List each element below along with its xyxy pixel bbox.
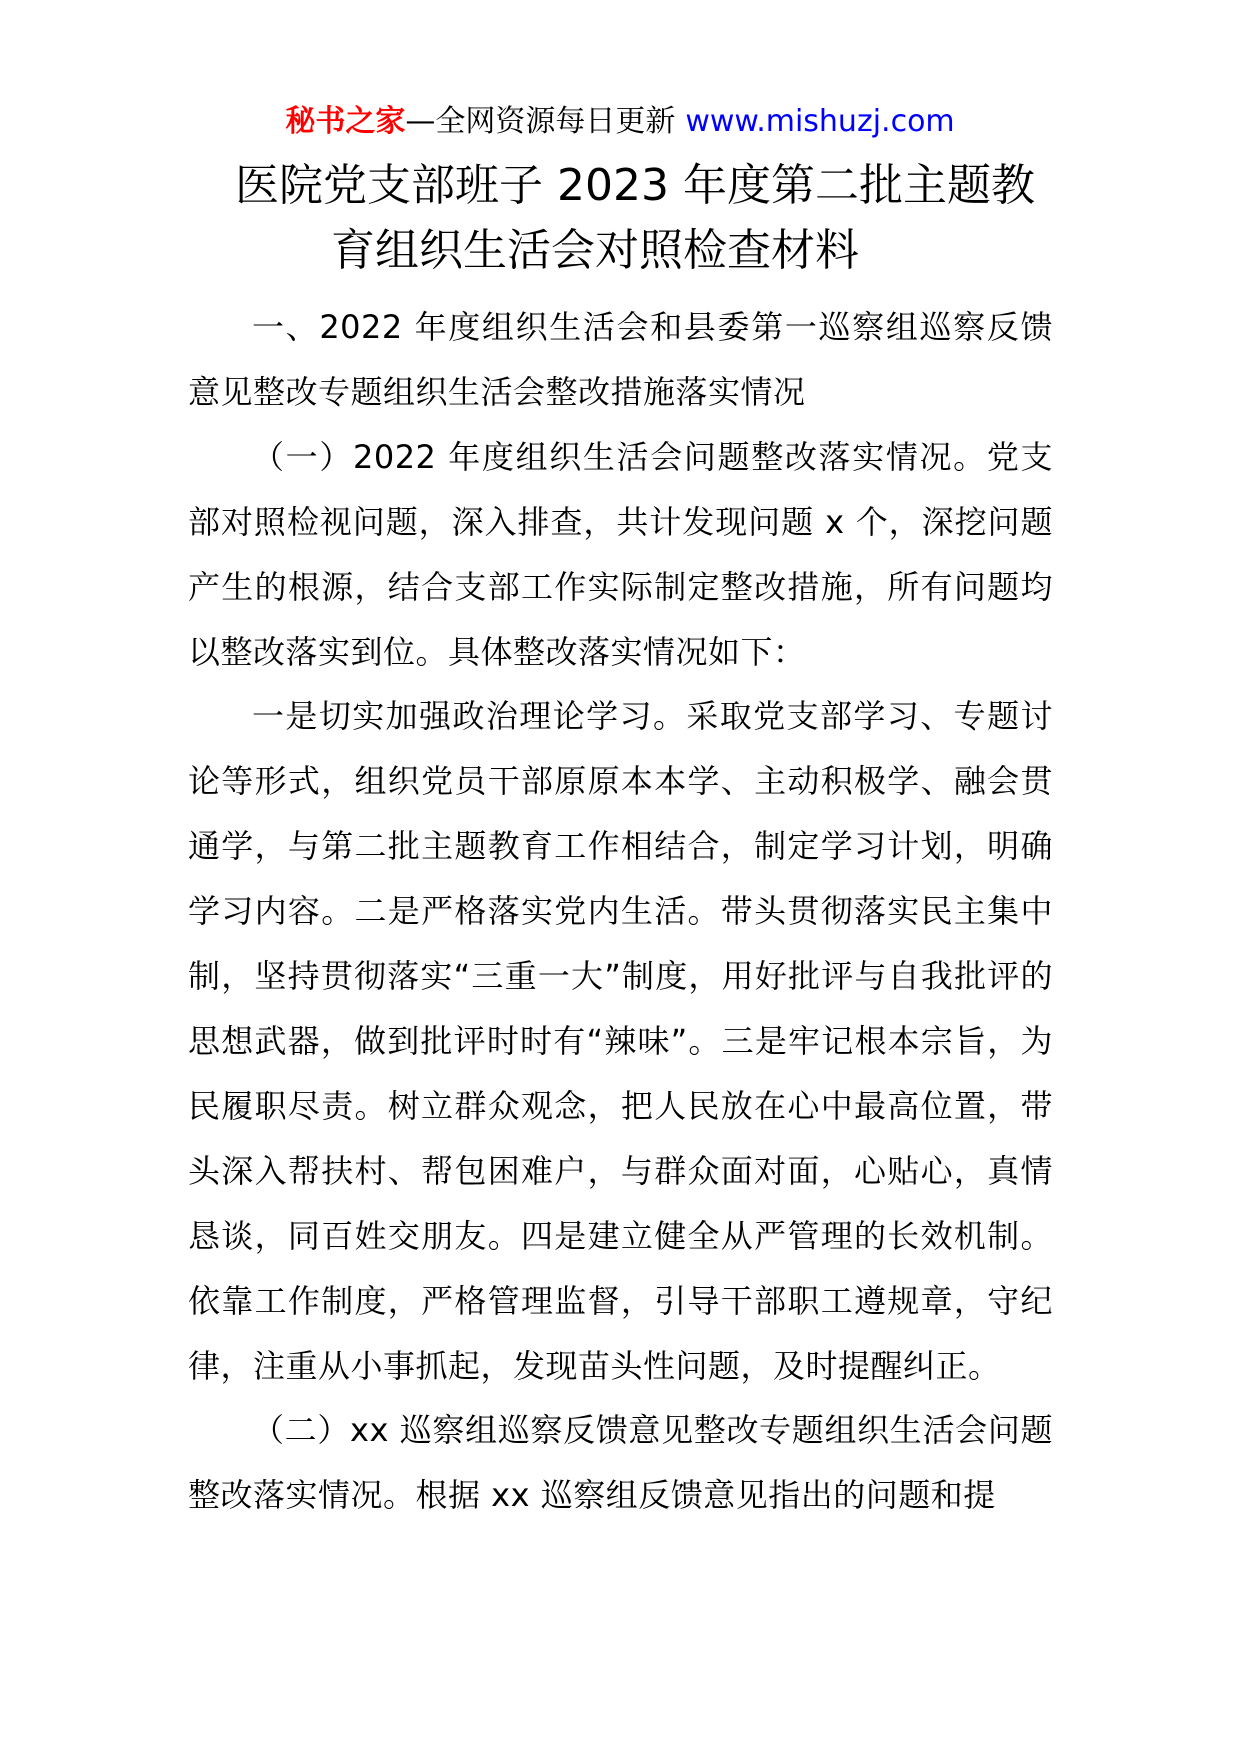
site-tagline: —全网资源每日更新 (405, 104, 676, 139)
document-title-line-1: 医院党支部班子 2023 年度第二批主题教 (235, 160, 1035, 211)
body-paragraph: （一）2022 年度组织生活会问题整改落实情况。党支部对照检视问题，深入排查，共计发现问题 x 个，深挖问题产生的根源，结合支部工作实际制定整改措施，所有问题均以整改落实到位。具体整改落实情况如下： (188, 437, 1053, 671)
section-heading: 一、2022 年度组织生活会和县委第一巡察组巡察反馈意见整改专题组织生活会整改措施落实情况 (188, 308, 1053, 411)
site-brand: 秘书之家 (285, 104, 406, 139)
body-paragraph: （二）xx 巡察组巡察反馈意见整改专题组织生活会问题整改落实情况。根据 xx 巡察组反馈意见指出的问题和提 (188, 1411, 1053, 1515)
site-header (0, 102, 1240, 142)
document-title-line-2: 育组织生活会对照检查材料 (331, 225, 859, 276)
body-paragraph: 一是切实加强政治理论学习。采取党支部学习、专题讨论等形式，组织党员干部原原本本学、主动积极学、融会贯通学，与第二批主题教育工作相结合，制定学习计划，明确学习内容。二是严格落实党内生活。带头贯彻落实民主集中制，坚持贯彻落实“三重一大”制度，用好批评与自我批评的思想武器，做到批评时时有“辣味”。三是牢记根本宗旨，为民履职尽责。树立群众观念，把人民放在心中最高位置，带头深入帮扶村、帮包困难户，与群众面对面，心贴心，真情恳谈，同百姓交朋友。四是建立健全从严管理的长效机制。依靠工作制度，严格管理监督，引导干部职工遵规章，守纪律，注重从小事抓起，发现苗头性问题，及时提醒纠正。 (188, 697, 1053, 1385)
document-body (188, 295, 1053, 1528)
site-url-link[interactable]: www.mishuzj.com (685, 104, 955, 139)
